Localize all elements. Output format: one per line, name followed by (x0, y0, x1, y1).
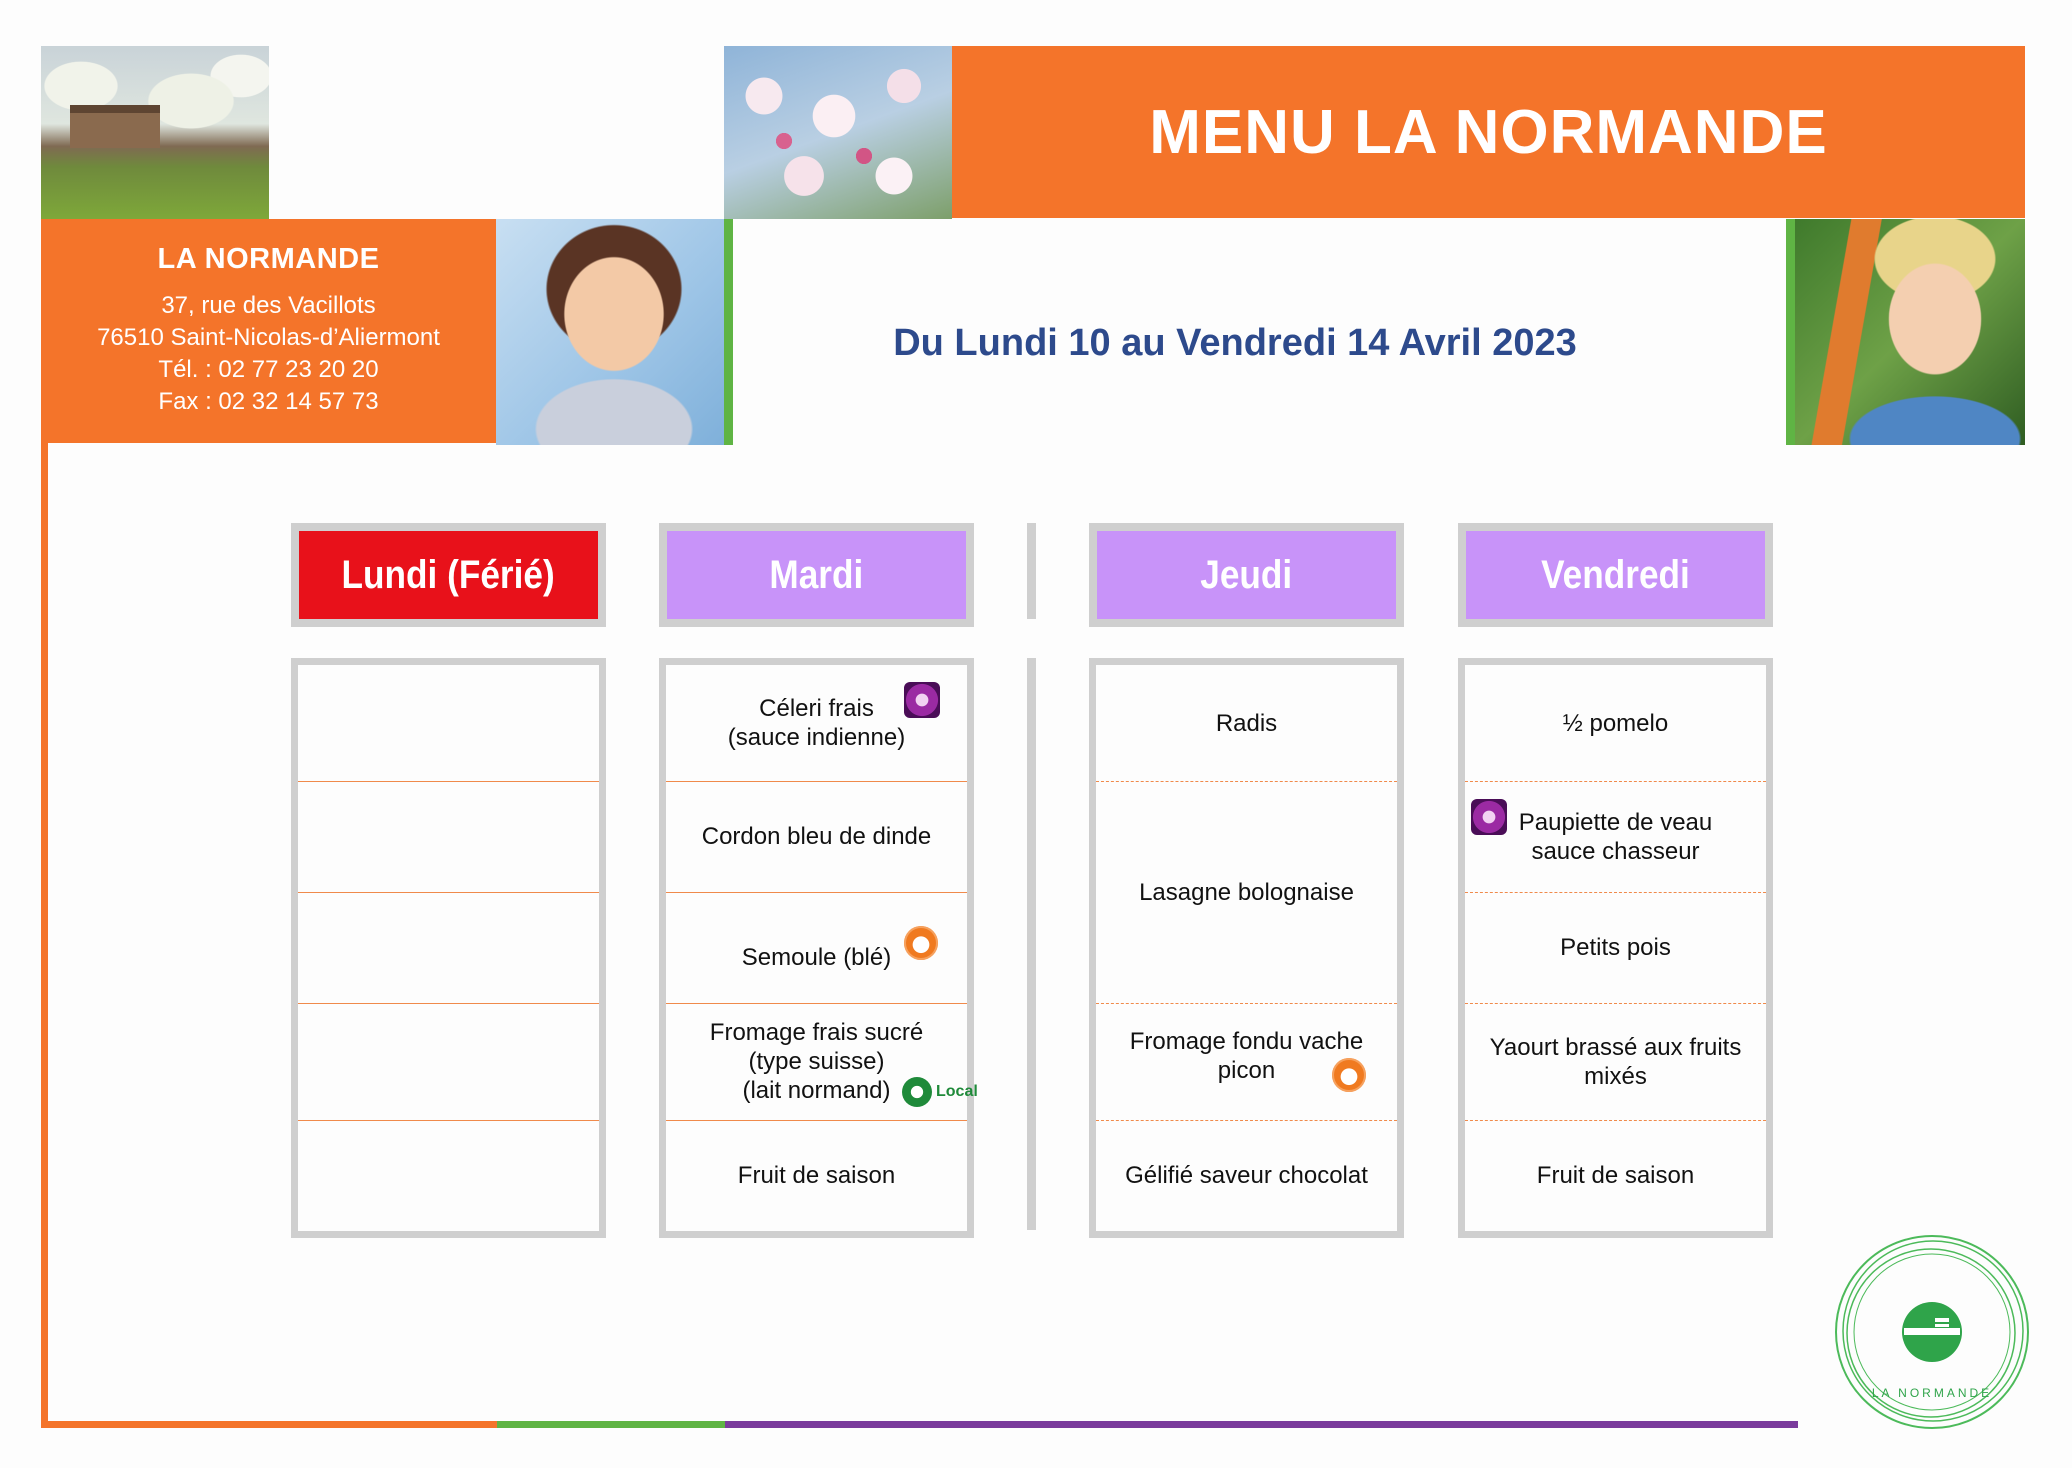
orchard-house (70, 105, 160, 148)
local-label-icon (902, 1077, 978, 1107)
day-header-jeudi (1089, 523, 1404, 627)
fork-plate-icon (1902, 1302, 1962, 1362)
menu-item-text: Paupiette de veau sauce chasseur (1518, 808, 1713, 865)
day-label: Lundi (Férié) (341, 552, 556, 597)
menu-item-starter (1096, 665, 1397, 781)
green-divider (1786, 219, 1795, 445)
la-normande-logo (1832, 1232, 2032, 1432)
row-divider (298, 892, 599, 893)
menu-item-dessert (1465, 1120, 1766, 1231)
menu-item-dessert (1096, 1120, 1397, 1231)
menu-column-mardi (659, 658, 978, 1238)
menu-item-text: Céleri frais (sauce indienne) (727, 695, 906, 751)
logo-text: LA NORMANDE (1871, 1386, 1993, 1400)
menu-item-text: Semoule (blé) (741, 944, 892, 971)
local-badge-text: Local (936, 1083, 978, 1100)
purple-label-icon (904, 682, 940, 718)
boy-photo (1795, 219, 2025, 445)
menu-item-text: Radis (1215, 709, 1278, 737)
menu-item-text: Petits pois (1560, 934, 1671, 961)
day-header-mardi (659, 523, 974, 627)
address-street: 37, rue des Vacillots (161, 292, 376, 319)
menu-item-starter (1465, 665, 1766, 781)
menu-item-dessert (666, 1120, 967, 1231)
orange-label-icon (1332, 1058, 1366, 1092)
green-divider (724, 219, 733, 445)
phone-number: Tél. : 02 77 23 20 20 (158, 356, 379, 383)
menu-item-text: ½ pomelo (1562, 709, 1669, 737)
frame-line-left (41, 443, 48, 1428)
menu-item-text: Lasagne bolognaise (1139, 878, 1354, 906)
menu-item-main (666, 781, 967, 892)
blossom-photo (724, 46, 952, 219)
address-block (41, 219, 496, 443)
column-separator (1027, 523, 1036, 619)
menu-item-text: Fromage frais sucré (type suisse) (lait normand) (709, 1019, 924, 1104)
column-separator (1027, 658, 1036, 1230)
row-divider (298, 781, 599, 782)
menu-column-jeudi (1089, 658, 1404, 1238)
frame-line-bottom-green (497, 1421, 725, 1428)
day-label: Jeudi (1200, 552, 1293, 597)
menu-item-text: Cordon bleu de dinde (701, 823, 932, 850)
date-range: Du Lundi 10 au Vendredi 14 Avril 2023 (893, 322, 1577, 364)
menu-item-text: Yaourt brassé aux fruits mixés (1489, 1033, 1742, 1090)
day-header-lundi (291, 523, 606, 627)
menu-item-dairy (1465, 1003, 1766, 1120)
menu-item-main (1096, 781, 1397, 1003)
orange-label-icon (904, 926, 938, 960)
frame-line-bottom-purple (725, 1421, 1798, 1428)
menu-item-side (1465, 892, 1766, 1003)
day-label: Mardi (769, 552, 864, 597)
row-divider (298, 1120, 599, 1121)
menu-item-text: Fruit de saison (737, 1162, 896, 1189)
row-divider (298, 1003, 599, 1004)
menu-item-text: Fruit de saison (1536, 1162, 1695, 1189)
menu-item-main (1465, 781, 1766, 892)
menu-column-lundi (291, 658, 606, 1238)
day-header-vendredi (1458, 523, 1773, 627)
day-label: Vendredi (1541, 552, 1690, 597)
menu-column-vendredi (1458, 658, 1773, 1238)
menu-item-text: Fromage fondu vache picon (1129, 1027, 1364, 1084)
page-title: MENU LA NORMANDE (1149, 97, 1828, 167)
title-banner (952, 46, 2025, 218)
girl-photo (496, 219, 724, 445)
menu-item-text: Gélifié saveur chocolat (1125, 1162, 1368, 1189)
local-badge-dot (902, 1077, 932, 1107)
frame-line-bottom-orange (41, 1421, 497, 1428)
purple-label-icon (1471, 799, 1507, 835)
company-name: LA NORMANDE (157, 243, 380, 275)
fax-number: Fax : 02 32 14 57 73 (158, 388, 379, 415)
address-city: 76510 Saint-Nicolas-d’Aliermont (97, 324, 440, 351)
